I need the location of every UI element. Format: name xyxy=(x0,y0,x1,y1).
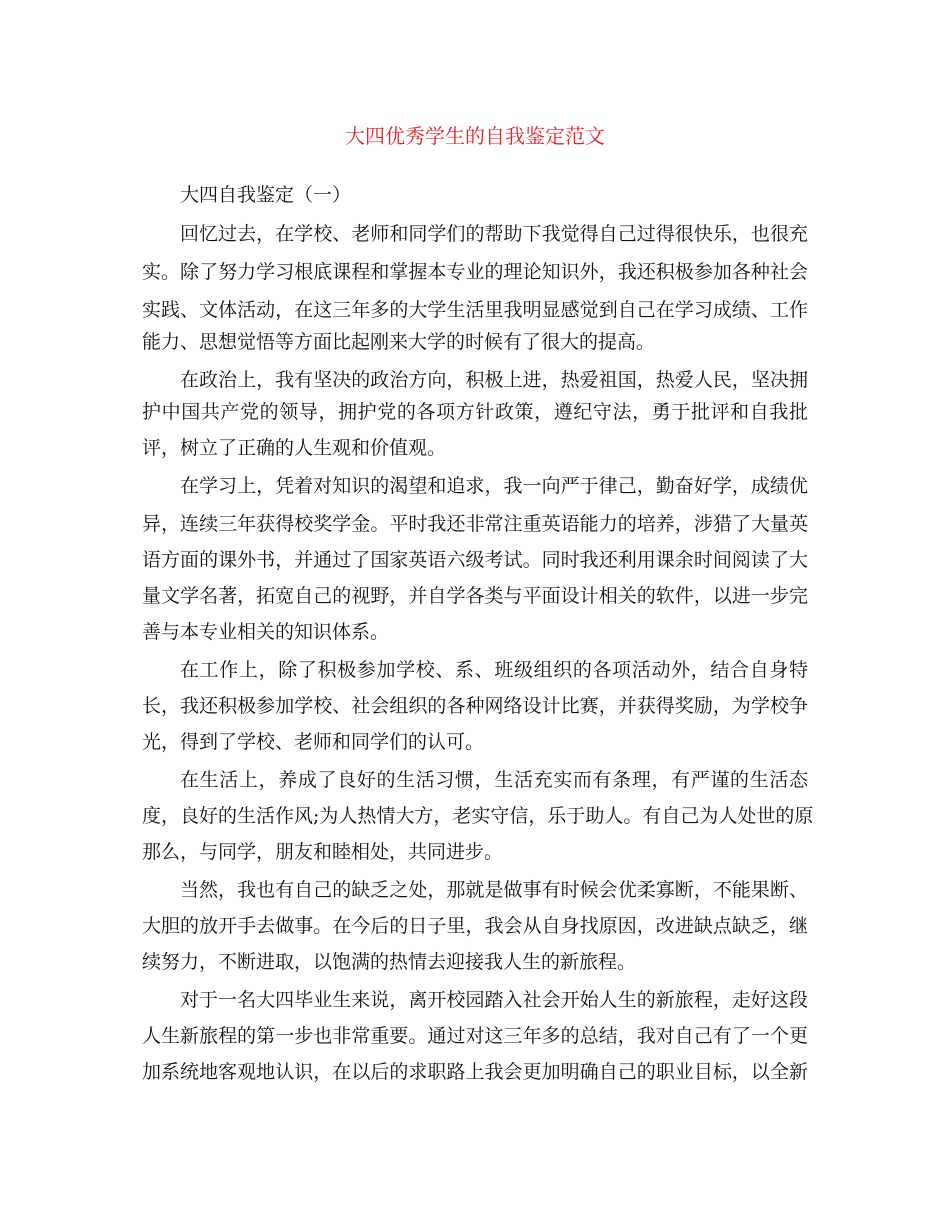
text-line: 护中国共产党的领导，拥护党的各项方针政策，遵纪守法，勇于批评和自我批 xyxy=(142,401,808,423)
text-line: 光，得到了学校、老师和同学们的认可。 xyxy=(142,731,485,753)
text-line: 评，树立了正确的人生观和价值观。 xyxy=(142,437,447,459)
text-line: 那么，与同学，朋友和睦相处，共同进步。 xyxy=(142,841,504,863)
text-line: 当然，我也有自己的缺乏之处，那就是做事有时候会优柔寡断，不能果断、 xyxy=(180,879,808,901)
text-line: 长，我还积极参加学校、社会组织的各种网络设计比赛，并获得奖励，为学校争 xyxy=(142,695,808,717)
text-line: 度，良好的生活作风;为人热情大方，老实守信，乐于助人。有自己为人处世的原 xyxy=(142,805,814,827)
text-line: 大胆的放开手去做事。在今后的日子里，我会从自身找原因，改进缺点缺乏，继 xyxy=(142,915,808,937)
text-line: 善与本专业相关的知识体系。 xyxy=(142,621,390,643)
text-line: 对于一名大四毕业生来说，离开校园踏入社会开始人生的新旅程，走好这段 xyxy=(180,989,808,1011)
section-heading: 大四自我鉴定（一） xyxy=(180,184,352,206)
text-line: 实践、文体活动，在这三年多的大学生活里我明显感觉到自己在学习成绩、工作 xyxy=(142,299,808,321)
text-line: 在学习上，凭着对知识的渴望和追求，我一向严于律己，勤奋好学，成绩优 xyxy=(180,475,808,497)
text-line: 在政治上，我有坚决的政治方向，积极上进，热爱祖国，热爱人民，坚决拥 xyxy=(180,369,808,391)
text-line: 在生活上，养成了良好的生活习惯，生活充实而有条理，有严谨的生活态 xyxy=(180,769,808,791)
text-line: 人生新旅程的第一步也非常重要。通过对这三年多的总结，我对自己有了一个更 xyxy=(142,1025,808,1047)
text-line: 加系统地客观地认识，在以后的求职路上我会更加明确自己的职业目标，以全新 xyxy=(142,1061,808,1083)
text-line: 量文学名著，拓宽自己的视野，并自学各类与平面设计相关的软件，以进一步完 xyxy=(142,585,808,607)
text-line: 续努力，不断进取，以饱满的热情去迎接我人生的新旅程。 xyxy=(142,951,637,973)
text-line: 在工作上，除了积极参加学校、系、班级组织的各项活动外，结合自身特 xyxy=(180,659,808,681)
text-line: 回忆过去，在学校、老师和同学们的帮助下我觉得自己过得很快乐，也很充 xyxy=(180,223,808,245)
text-line: 能力、思想觉悟等方面比起刚来大学的时候有了很大的提高。 xyxy=(142,331,656,353)
text-line: 语方面的课外书，并通过了国家英语六级考试。同时我还利用课余时间阅读了大 xyxy=(142,549,808,571)
document-title: 大四优秀学生的自我鉴定范文 xyxy=(345,124,605,148)
text-line: 异，连续三年获得校奖学金。平时我还非常注重英语能力的培养，涉猎了大量英 xyxy=(142,513,808,535)
text-line: 实。除了努力学习根底课程和掌握本专业的理论知识外，我还积极参加各种社会 xyxy=(142,261,808,283)
